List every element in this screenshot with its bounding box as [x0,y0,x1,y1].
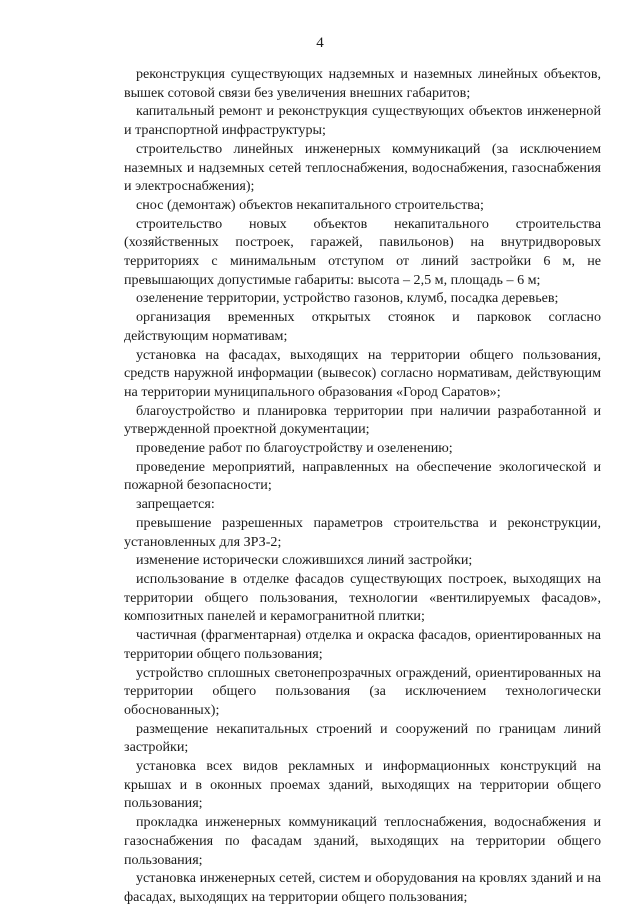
paragraph: озеленение территории, устройство газонов, клумб, посадка деревьев; [136,290,559,307]
paragraph: использование в отделке фасадов существующих построек, выходящих на территории общего пользования, технологии «вентилируемых фасадов», композитных панелей и керамогранитной плитки; [124,570,601,625]
paragraph: установка инженерных сетей, систем и оборудования на кровлях зданий и на фасадах, выходящих на территории общего пользования; [124,870,601,905]
paragraph: организация временных открытых стоянок и парковок согласно действующим нормативам; [124,309,601,344]
paragraph: установка на фасадах, выходящих на территории общего пользования, средств наружной информации (вывесок) согласно нормативам, действующим на территории муниципального образования «Город Саратов»; [124,346,601,400]
paragraph: размещение некапитальных строений и сооружений по границам линий застройки; [124,720,601,756]
page-number: 4 [316,35,324,51]
document-body [124,65,601,907]
paragraph: капитальный ремонт и реконструкция существующих объектов инженерной и транспортной инфраструктуры; [124,103,601,139]
paragraph: превышение разрешенных параметров строительства и реконструкции, установленных для ЗРЗ-2; [124,514,601,550]
paragraph: проведение работ по благоустройству и озеленению; [136,440,453,457]
paragraph: реконструкция существующих надземных и наземных линейных объектов, вышек сотовой связи без увеличения внешних габаритов; [124,66,601,101]
paragraph: строительство линейных инженерных коммуникаций (за исключением наземных и надземных сетей теплоснабжения, водоснабжения, газоснабжения и электроснабжения); [124,140,601,195]
paragraph-heading-prohibited: запрещается: [136,496,215,513]
paragraph: проведение мероприятий, направленных на обеспечение экологической и пожарной безопасности; [124,458,601,494]
paragraph: благоустройство и планировка территории при наличии разработанной и утвержденной проектной документации; [124,402,601,438]
paragraph: установка всех видов рекламных и информационных конструкций на крышах и в оконных проемах зданий, выходящих на территории общего пользования; [124,758,601,812]
paragraph: частичная (фрагментарная) отделка и окраска фасадов, ориентированных на территории общего пользования; [124,627,601,662]
paragraph: устройство сплошных светонепрозрачных ограждений, ориентированных на территории общего пользования (за исключением технологически обоснованных); [124,664,601,718]
paragraph: строительство новых объектов некапитального строительства (хозяйственных построек, гаражей, павильонов) на внутридворовых территориях с минимальным отступом от линий застройки 6 м, не превышающих допустимые габариты: высота – 2,5 м, площадь – 6 м; [124,215,601,288]
paragraph: изменение исторически сложившихся линий застройки; [136,552,473,569]
paragraph: прокладка инженерных коммуникаций теплоснабжения, водоснабжения и газоснабжения по фасадам зданий, выходящих на территории общего пользования; [124,814,601,868]
paragraph: снос (демонтаж) объектов некапитального строительства; [136,196,484,213]
